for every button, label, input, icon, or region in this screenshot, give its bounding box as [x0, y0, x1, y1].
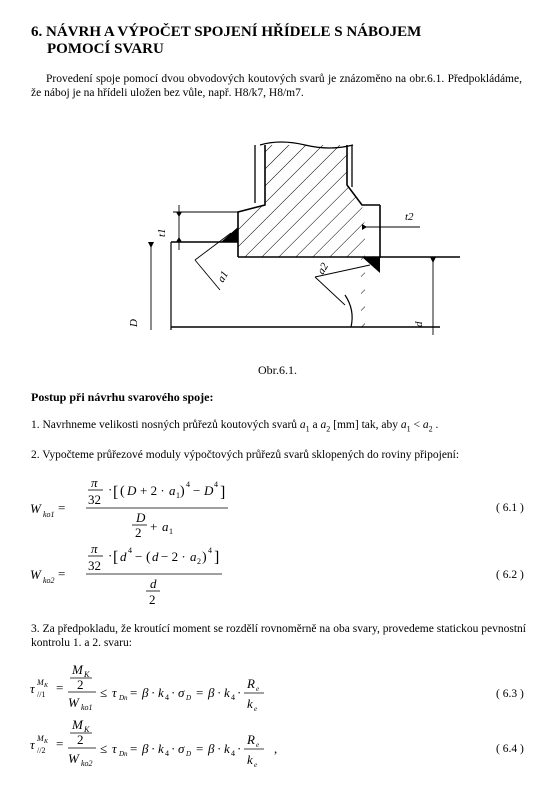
label-t2: t2 — [405, 211, 414, 223]
procedure-heading: Postup při návrhu svarového spoje: — [31, 390, 214, 404]
svg-text:2: 2 — [77, 677, 84, 692]
svg-text:·: · — [151, 685, 156, 700]
svg-text:R: R — [247, 732, 255, 747]
equation-number-6-3: ( 6.3 ) — [496, 688, 524, 700]
svg-text:(: ( — [120, 484, 125, 499]
svg-text:·: · — [108, 548, 113, 563]
label-a1: a1 — [215, 268, 232, 285]
svg-text:π: π — [91, 475, 98, 490]
svg-text:]: ] — [214, 549, 220, 566]
svg-text:k: k — [224, 685, 230, 700]
svg-text:d: d — [120, 549, 127, 564]
svg-text:W: W — [30, 501, 41, 516]
svg-text:K: K — [44, 739, 49, 745]
svg-text:4: 4 — [208, 546, 212, 555]
svg-text:·: · — [171, 685, 176, 700]
label-D: D — [128, 319, 140, 327]
svg-text:=: = — [130, 741, 138, 756]
svg-text:−: − — [193, 483, 201, 498]
svg-text:4: 4 — [231, 693, 235, 702]
procedure-step-2: 2. Vypočteme průřezové moduly výpočtových průřezů svarů sklopených do roviny připojení: — [31, 449, 460, 461]
svg-text:k: k — [158, 741, 164, 756]
section-title-line2: POMOCÍ SVARU — [47, 41, 164, 57]
svg-text:τ: τ — [30, 737, 35, 752]
svg-text:M: M — [37, 678, 44, 687]
svg-text:M: M — [37, 734, 44, 743]
svg-text:·: · — [217, 685, 222, 700]
svg-text:−: − — [135, 549, 143, 564]
svg-text:·: · — [171, 741, 176, 756]
step1-text-d: < — [410, 419, 423, 431]
svg-text:ko1: ko1 — [81, 703, 93, 712]
svg-text:4: 4 — [128, 546, 132, 555]
procedure-step-1: 1. Navrhneme velikosti nosných průřezů koutových svarů $a_1$ a $a_2$ [mm] tak, aby $a_1 < a_2$ . — [31, 419, 439, 434]
step1-text-a: 1. Navrhneme velikosti nosných průřezů koutových svarů — [31, 419, 300, 431]
svg-text:[: [ — [113, 549, 119, 566]
svg-text:4: 4 — [231, 749, 235, 758]
svg-text:d: d — [152, 549, 159, 564]
svg-text:4: 4 — [214, 480, 218, 489]
svg-text:K: K — [84, 725, 90, 734]
svg-text:]: ] — [220, 484, 226, 501]
svg-text:− 2 ·: − 2 · — [161, 549, 186, 564]
equation-6-4 — [28, 715, 288, 775]
equation-6-3 — [28, 660, 278, 718]
svg-text:k: k — [158, 685, 164, 700]
svg-text:32: 32 — [88, 492, 101, 507]
svg-text:D: D — [136, 510, 146, 525]
svg-text:β: β — [142, 741, 149, 756]
figure-caption: Obr.6.1. — [258, 363, 297, 377]
svg-text:a: a — [162, 519, 169, 534]
svg-text:Dn: Dn — [119, 750, 128, 758]
svg-text:τ: τ — [112, 685, 117, 700]
svg-text:·: · — [237, 741, 242, 756]
svg-text:β: β — [142, 685, 149, 700]
svg-text:·: · — [217, 741, 222, 756]
svg-text:·: · — [151, 741, 156, 756]
svg-text:=: = — [196, 685, 204, 700]
svg-text:D: D — [186, 694, 192, 702]
svg-text:=: = — [130, 685, 138, 700]
svg-text:e: e — [256, 685, 260, 693]
svg-text:a: a — [190, 549, 197, 564]
step1-text-e: . — [432, 419, 439, 431]
svg-text://1: //1 — [37, 690, 46, 699]
svg-text:W: W — [68, 751, 79, 766]
svg-text:1: 1 — [169, 527, 173, 536]
svg-text:β: β — [208, 685, 215, 700]
svg-text:e: e — [254, 761, 258, 769]
svg-text:1: 1 — [176, 491, 180, 500]
label-t1: t1 — [156, 228, 168, 237]
step1-text-b: a — [309, 419, 321, 431]
svg-text:R: R — [247, 676, 255, 691]
section-title — [31, 24, 531, 58]
svg-text:W: W — [68, 695, 79, 710]
label-a2: a2 — [315, 260, 332, 277]
svg-text:=: = — [56, 680, 64, 695]
svg-text:k: k — [247, 696, 253, 711]
svg-text:σ: σ — [178, 741, 185, 756]
svg-text:+: + — [150, 519, 158, 534]
svg-text:d: d — [150, 576, 157, 591]
svg-text:a: a — [169, 483, 176, 498]
step1-text-c: [mm] tak, aby — [330, 419, 401, 431]
svg-text:[: [ — [113, 484, 119, 501]
svg-text:32: 32 — [88, 558, 101, 573]
svg-text:4: 4 — [165, 693, 169, 702]
svg-text:σ: σ — [178, 685, 185, 700]
svg-text:ko2: ko2 — [81, 759, 93, 768]
equation-number-6-1: ( 6.1 ) — [496, 502, 524, 514]
svg-text:,: , — [274, 741, 278, 756]
svg-text:M: M — [72, 717, 83, 732]
svg-text:2: 2 — [149, 592, 156, 607]
svg-text:D: D — [204, 483, 214, 498]
svg-text:): ) — [180, 484, 185, 499]
svg-text:2: 2 — [135, 525, 142, 538]
svg-text:τ: τ — [112, 741, 117, 756]
svg-text:4: 4 — [186, 480, 190, 489]
svg-text:): ) — [202, 550, 207, 565]
svg-text:k: k — [247, 752, 253, 767]
svg-text:(: ( — [146, 550, 151, 565]
svg-text:K: K — [44, 683, 49, 689]
svg-text:k: k — [224, 741, 230, 756]
equation-6-1 — [28, 470, 248, 538]
svg-text:2: 2 — [197, 557, 201, 566]
svg-text:W: W — [30, 567, 41, 582]
svg-text:β: β — [208, 741, 215, 756]
svg-text:=: = — [56, 736, 64, 751]
label-d: d — [413, 321, 425, 327]
intro-paragraph: Provedení spoje pomocí dvou obvodových koutových svarů je znázoměno na obr.6.1. Předpokládáme, že náboj je na hřídeli uložen bez vůle, např. H8/k7, H8/m7. — [31, 73, 522, 99]
svg-text:·: · — [237, 685, 242, 700]
svg-text:ko1: ko1 — [43, 510, 55, 519]
svg-text:Dn: Dn — [119, 694, 128, 702]
equation-6-2 — [28, 540, 248, 608]
svg-text:=: = — [196, 741, 204, 756]
equation-number-6-4: ( 6.4 ) — [496, 743, 524, 755]
svg-text:D: D — [127, 483, 137, 498]
svg-text:e: e — [254, 705, 258, 713]
figure-shaft-hub-weld — [115, 115, 460, 347]
svg-text:e: e — [256, 741, 260, 749]
procedure-step-3: 3. Za předpokladu, že kroutící moment se rozdělí rovnoměrně na oba svary, provedeme statickou pevnostní kontrolu 1. a 2. svaru: — [31, 623, 526, 649]
svg-text:π: π — [91, 541, 98, 556]
svg-text://2: //2 — [37, 746, 46, 755]
svg-text:·: · — [108, 482, 113, 497]
svg-text:=: = — [58, 500, 66, 515]
svg-text:M: M — [72, 662, 83, 677]
svg-text:K: K — [84, 670, 90, 679]
svg-text:=: = — [58, 566, 66, 581]
svg-text:≤: ≤ — [100, 685, 108, 700]
svg-text:4: 4 — [165, 749, 169, 758]
svg-text:≤: ≤ — [100, 741, 108, 756]
svg-text:2: 2 — [77, 732, 84, 747]
equation-number-6-2: ( 6.2 ) — [496, 569, 524, 581]
svg-text:+ 2 ·: + 2 · — [140, 483, 165, 498]
section-title-line1: 6. NÁVRH A VÝPOČET SPOJENÍ HŘÍDELE S NÁBOJEM — [31, 24, 422, 40]
svg-text:ko2: ko2 — [43, 576, 55, 585]
svg-text:τ: τ — [30, 681, 35, 696]
svg-text:D: D — [186, 750, 192, 758]
